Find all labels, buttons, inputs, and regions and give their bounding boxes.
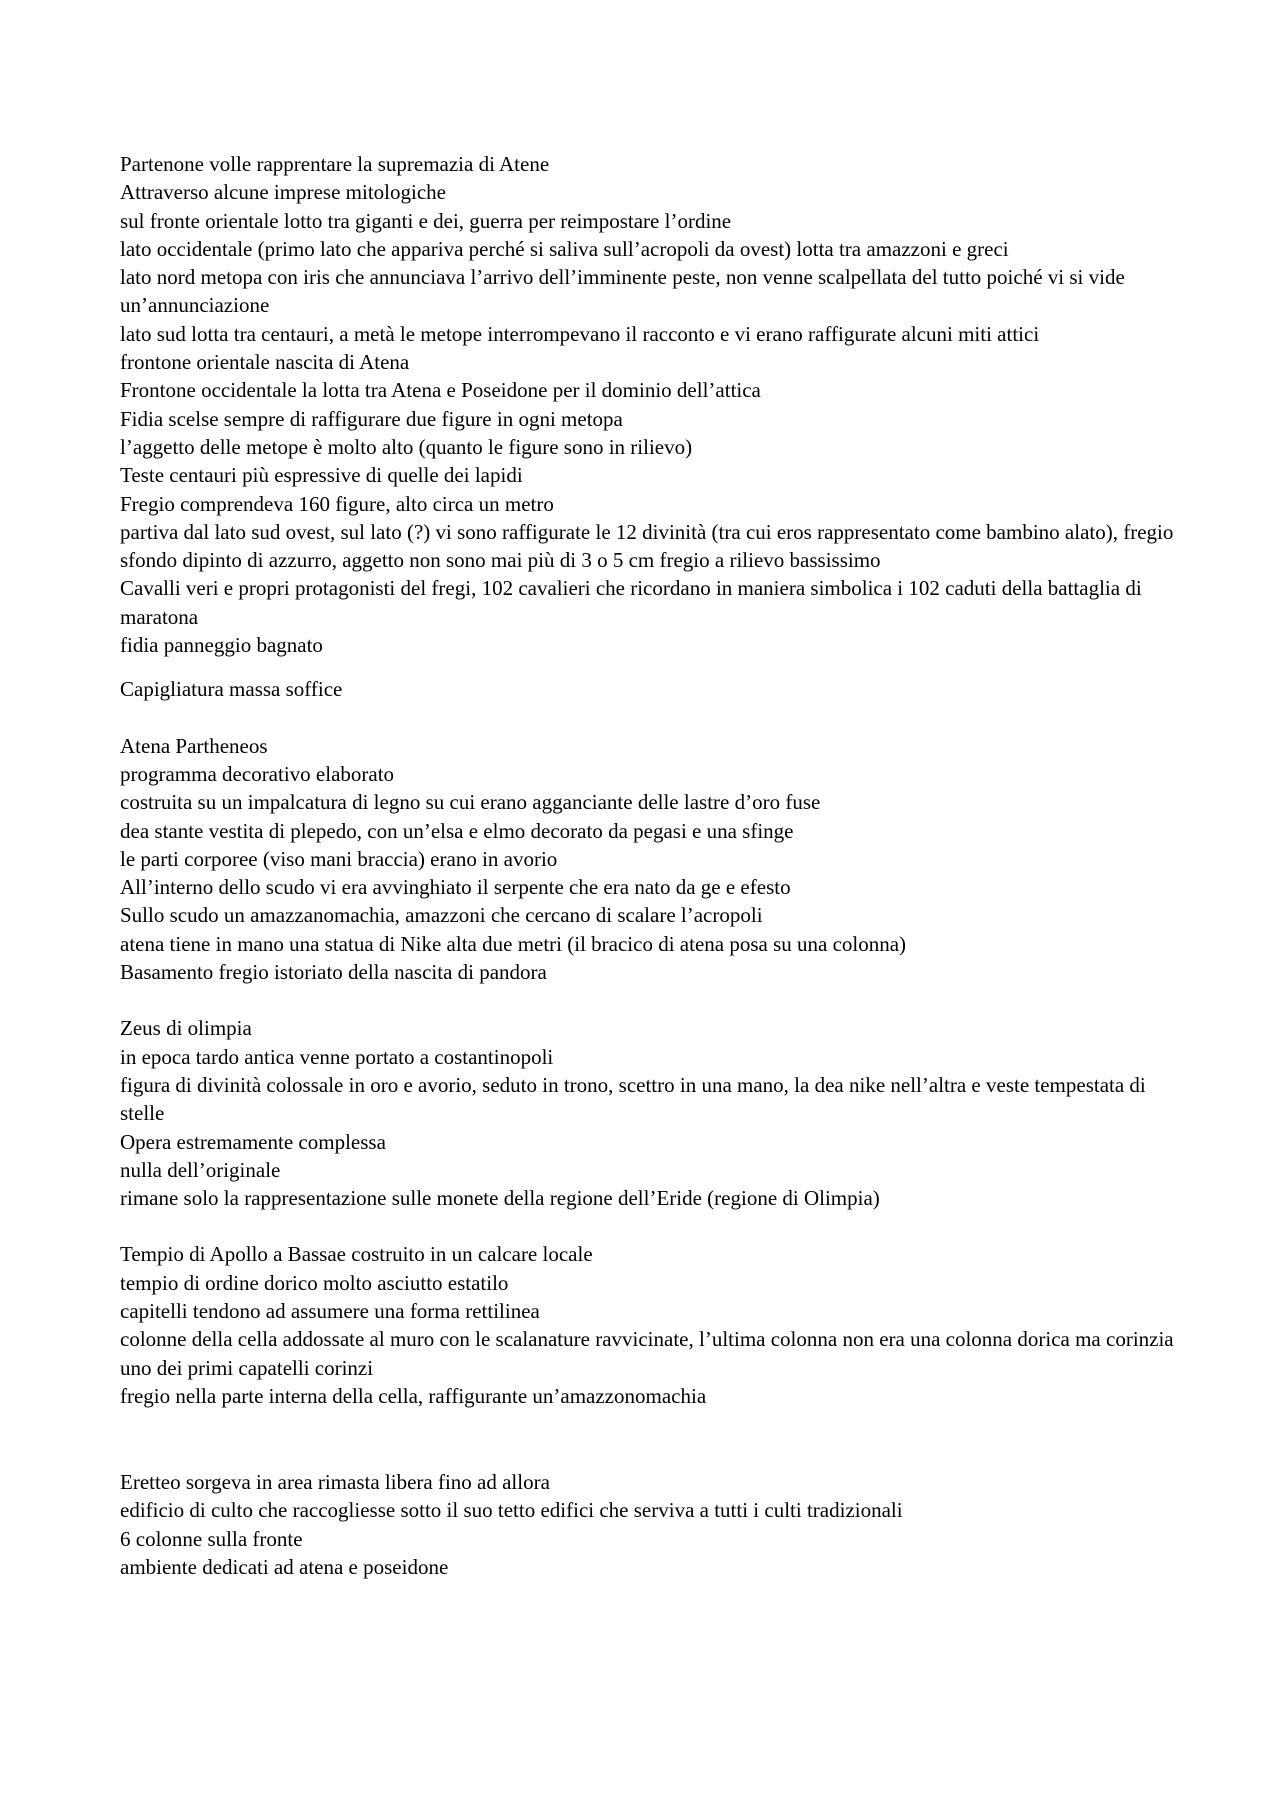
text-line: Frontone occidentale la lotta tra Atena e Poseidone per il dominio dell’attica	[120, 378, 761, 403]
text-line: Fidia scelse sempre di raffigurare due figure in ogni metopa	[120, 406, 623, 431]
paragraph-spacer	[120, 704, 1180, 732]
section-heading-line: Tempio di Apollo a Bassae costruito in un calcare locale	[120, 1242, 593, 1267]
text-line: nulla dell’originale	[120, 1157, 281, 1182]
text-line: lato occidentale (primo lato che appariva perché si saliva sull’acropoli da ovest) lotta tra amazzoni e greci	[120, 236, 1009, 261]
section-partenone	[120, 150, 1180, 659]
paragraph-spacer	[120, 986, 1180, 1014]
text-line: costruita su un impalcatura di legno su cui erano agganciante delle lastre d’oro fuse	[120, 790, 821, 815]
section-tempio-apollo	[120, 1240, 1180, 1410]
document-body	[120, 150, 1180, 1581]
text-line: lato sud lotta tra centauri, a metà le metope interrompevano il racconto e vi erano raffigurate alcuni miti attici	[120, 321, 1040, 346]
text-line: Cavalli veri e propri protagonisti del fregi, 102 cavalieri che ricordano in maniera simbolica i 102 caduti della battaglia di maratona	[120, 576, 1142, 629]
text-line: tempio di ordine dorico molto asciutto estatilo	[120, 1270, 509, 1295]
text-line: All’interno dello scudo vi era avvinghiato il serpente che era nato da ge e efesto	[120, 875, 791, 900]
section-heading-line: Atena Partheneos	[120, 733, 268, 758]
section-zeus-olimpia	[120, 1014, 1180, 1212]
paragraph-spacer	[120, 1212, 1180, 1240]
text-line: partiva dal lato sud ovest, sul lato (?) vi sono raffigurate le 12 divinità (tra cui eros rappresentato come bambino alato), fregio sfondo dipinto di azzurro, aggetto non sono mai più di 3 o 5 cm fregio a rilievo bassissimo	[120, 519, 1174, 573]
section-atena-partheneos	[120, 732, 1180, 987]
text-line: atena tiene in mano una statua di Nike alta due metri (il bracico di atena posa su una colonna)	[120, 931, 907, 956]
section-capigliatura	[120, 675, 1180, 703]
text-line: l’aggetto delle metope è molto alto (quanto le figure sono in rilievo)	[120, 434, 693, 459]
text-line: dea stante vestita di plepedo, con un’elsa e elmo decorato da pegasi e una sfinge	[120, 818, 794, 843]
text-line: Sullo scudo un amazzanomachia, amazzoni che cercano di scalare l’acropoli	[120, 903, 763, 928]
section-heading-line: Zeus di olimpia	[120, 1016, 252, 1041]
text-line: capitelli tendono ad assumere una forma rettilinea	[120, 1298, 540, 1323]
section-heading-line: Eretteo sorgeva in area rimasta libera fino ad allora	[120, 1470, 550, 1495]
text-line: le parti corporee (viso mani braccia) erano in avorio	[120, 846, 558, 871]
text-line: frontone orientale nascita di Atena	[120, 350, 410, 375]
text-line: Teste centauri più espressive di quelle dei lapidi	[120, 463, 523, 488]
paragraph-spacer	[120, 659, 1180, 675]
text-line: Attraverso alcune imprese mitologiche	[120, 180, 446, 205]
paragraph-spacer	[120, 1410, 1180, 1468]
text-line: fidia panneggio bagnato	[120, 633, 323, 658]
section-eretteo	[120, 1468, 1180, 1581]
text-line: Basamento fregio istoriato della nascita di pandora	[120, 960, 547, 985]
text-line: ambiente dedicati ad atena e poseidone	[120, 1555, 449, 1580]
text-line: colonne della cella addossate al muro con le scalanature ravvicinate, l’ultima colonna non era una colonna dorica ma corinzia	[120, 1327, 1174, 1352]
text-line: 6 colonne sulla fronte	[120, 1526, 303, 1551]
text-line: figura di divinità colossale in oro e avorio, seduto in trono, scettro in una mano, la dea nike nell’altra e veste tempestata di stelle	[120, 1072, 1146, 1126]
text-line: Fregio comprendeva 160 figure, alto circa un metro	[120, 491, 554, 516]
text-line: Partenone volle rapprentare la supremazia di Atene	[120, 152, 550, 176]
text-line: uno dei primi capatelli corinzi	[120, 1355, 374, 1380]
text-line: in epoca tardo antica venne portato a costantinopoli	[120, 1044, 554, 1069]
text-line: fregio nella parte interna della cella, raffigurante un’amazzonomachia	[120, 1383, 707, 1408]
text-line: Opera estremamente complessa	[120, 1129, 386, 1154]
text-line: rimane solo la rappresentazione sulle monete della regione dell’Eride (regione di Olimpia)	[120, 1186, 880, 1211]
text-line: programma decorativo elaborato	[120, 761, 395, 786]
text-line: Capigliatura massa soffice	[120, 677, 343, 702]
text-line: edificio di culto che raccogliesse sotto il suo tetto edifici che serviva a tutti i culti tradizionali	[120, 1498, 903, 1523]
text-line: lato nord metopa con iris che annunciava l’arrivo dell’imminente peste, non venne scalpellata del tutto poiché vi si vide un’annunciazione	[120, 265, 1125, 318]
text-line: sul fronte orientale lotto tra giganti e dei, guerra per reimpostare l’ordine	[120, 208, 732, 233]
